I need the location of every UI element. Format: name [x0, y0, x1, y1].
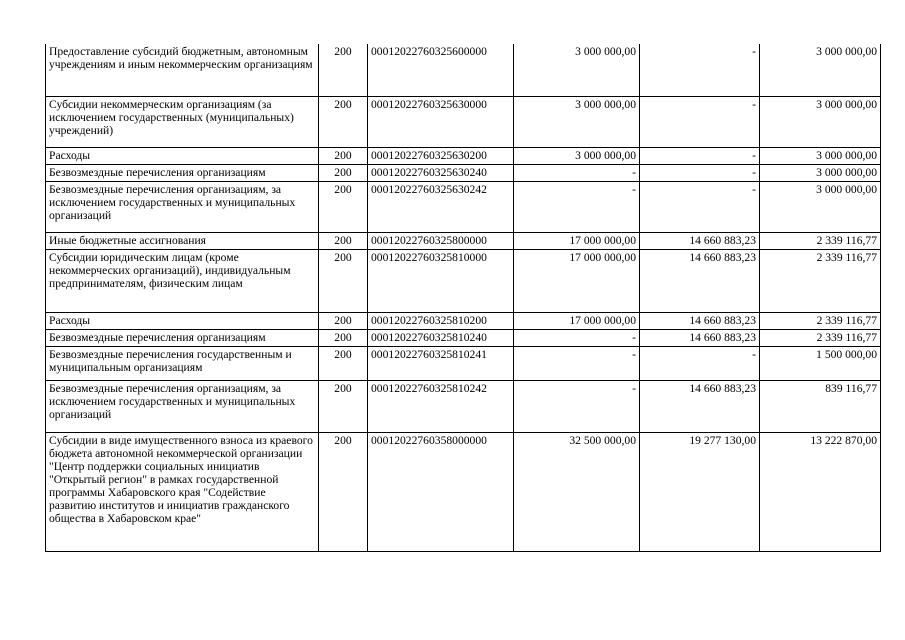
row-remaining: 839 116,77 — [760, 380, 881, 432]
row-code: 200 — [319, 432, 368, 551]
row-executed: 14 660 883,23 — [640, 312, 760, 329]
row-approved: - — [514, 181, 640, 232]
budget-execution-table — [45, 44, 881, 552]
row-approved: - — [514, 346, 640, 380]
row-name: Расходы — [46, 147, 319, 164]
row-code: 200 — [319, 147, 368, 164]
row-executed: - — [640, 44, 760, 96]
row-remaining: 3 000 000,00 — [760, 44, 881, 96]
row-code: 200 — [319, 380, 368, 432]
row-name: Субсидии юридическим лицам (кроме некоммерческих организаций), индивидуальным предпринимателям, физическим лицам — [46, 249, 319, 312]
row-executed: - — [640, 164, 760, 181]
row-remaining: 3 000 000,00 — [760, 164, 881, 181]
row-approved: - — [514, 380, 640, 432]
row-code: 200 — [319, 329, 368, 346]
row-remaining: 1 500 000,00 — [760, 346, 881, 380]
row-name: Безвозмездные перечисления организациям — [46, 164, 319, 181]
row-remaining: 13 222 870,00 — [760, 432, 881, 551]
row-executed: 14 660 883,23 — [640, 329, 760, 346]
row-name: Субсидии некоммерческим организациям (за исключением государственных (муниципальных) учреждений) — [46, 96, 319, 147]
row-name: Безвозмездные перечисления организациям, за исключением государственных и муниципальных организаций — [46, 380, 319, 432]
row-kbk: 00012022760325630240 — [368, 164, 514, 181]
table-row — [46, 249, 881, 312]
row-kbk: 00012022760325630000 — [368, 96, 514, 147]
row-kbk: 00012022760325810240 — [368, 329, 514, 346]
row-code: 200 — [319, 249, 368, 312]
row-remaining: 2 339 116,77 — [760, 312, 881, 329]
row-approved: 32 500 000,00 — [514, 432, 640, 551]
table-row — [46, 147, 881, 164]
row-code: 200 — [319, 96, 368, 147]
table-row — [46, 181, 881, 232]
table-row — [46, 312, 881, 329]
row-executed: 14 660 883,23 — [640, 380, 760, 432]
row-name: Расходы — [46, 312, 319, 329]
table-row — [46, 346, 881, 380]
row-remaining: 3 000 000,00 — [760, 96, 881, 147]
table-row — [46, 44, 881, 96]
row-code: 200 — [319, 181, 368, 232]
row-executed: - — [640, 147, 760, 164]
row-executed: 19 277 130,00 — [640, 432, 760, 551]
row-kbk: 00012022760325810242 — [368, 380, 514, 432]
row-remaining: 3 000 000,00 — [760, 181, 881, 232]
row-name: Предоставление субсидий бюджетным, автономным учреждениям и иным некоммерческим организациям — [46, 44, 319, 96]
table-row — [46, 329, 881, 346]
row-executed: 14 660 883,23 — [640, 232, 760, 249]
row-remaining: 2 339 116,77 — [760, 232, 881, 249]
row-executed: - — [640, 96, 760, 147]
row-kbk: 00012022760325810000 — [368, 249, 514, 312]
row-kbk: 00012022760325800000 — [368, 232, 514, 249]
row-remaining: 2 339 116,77 — [760, 329, 881, 346]
row-approved: 3 000 000,00 — [514, 147, 640, 164]
row-kbk: 00012022760325600000 — [368, 44, 514, 96]
table-row — [46, 432, 881, 551]
row-approved: 17 000 000,00 — [514, 249, 640, 312]
row-executed: - — [640, 346, 760, 380]
table-row — [46, 232, 881, 249]
row-kbk: 00012022760325630200 — [368, 147, 514, 164]
table-row — [46, 164, 881, 181]
row-approved: 17 000 000,00 — [514, 232, 640, 249]
row-code: 200 — [319, 232, 368, 249]
row-code: 200 — [319, 346, 368, 380]
row-executed: - — [640, 181, 760, 232]
report-sheet — [45, 44, 881, 552]
row-name: Субсидии в виде имущественного взноса из краевого бюджета автономной некоммерческой организации "Центр поддержки социальных инициатив "Открытый регион" в рамках государственной программы Хабаровского края "Содействие развитию институтов и инициатив гражданского общества в Хабаровском крае" — [46, 432, 319, 551]
row-kbk: 00012022760325810200 — [368, 312, 514, 329]
row-kbk: 00012022760325810241 — [368, 346, 514, 380]
row-kbk: 00012022760325630242 — [368, 181, 514, 232]
row-approved: - — [514, 164, 640, 181]
row-remaining: 2 339 116,77 — [760, 249, 881, 312]
table-row — [46, 96, 881, 147]
row-approved: 17 000 000,00 — [514, 312, 640, 329]
row-name: Иные бюджетные ассигнования — [46, 232, 319, 249]
row-approved: 3 000 000,00 — [514, 44, 640, 96]
row-executed: 14 660 883,23 — [640, 249, 760, 312]
row-remaining: 3 000 000,00 — [760, 147, 881, 164]
row-code: 200 — [319, 164, 368, 181]
row-code: 200 — [319, 44, 368, 96]
row-name: Безвозмездные перечисления государственным и муниципальным организациям — [46, 346, 319, 380]
row-approved: - — [514, 329, 640, 346]
table-row — [46, 380, 881, 432]
row-name: Безвозмездные перечисления организациям, за исключением государственных и муниципальных организаций — [46, 181, 319, 232]
row-name: Безвозмездные перечисления организациям — [46, 329, 319, 346]
row-kbk: 00012022760358000000 — [368, 432, 514, 551]
row-approved: 3 000 000,00 — [514, 96, 640, 147]
row-code: 200 — [319, 312, 368, 329]
